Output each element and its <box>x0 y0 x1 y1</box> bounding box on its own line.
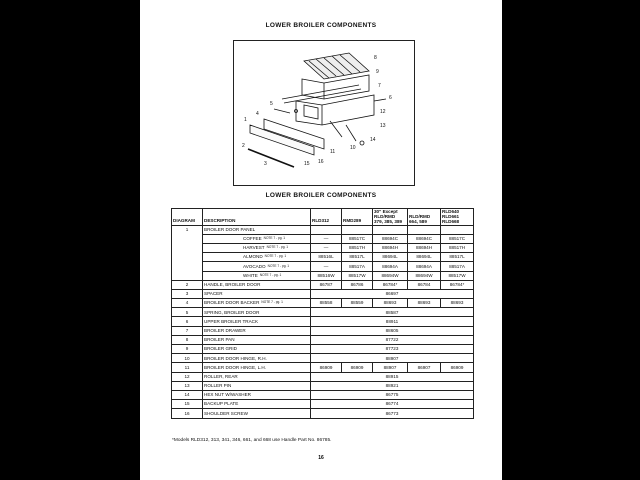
part-cell: 88517W <box>342 271 373 280</box>
diagram-number: 4 <box>172 299 203 308</box>
part-cell: 88517A <box>342 262 373 271</box>
table-row <box>172 381 474 390</box>
part-cell <box>441 225 474 234</box>
description-label: BROILER DOOR BACKER <box>204 300 260 306</box>
description-cell <box>203 234 311 243</box>
part-cell: 88694H <box>373 243 408 252</box>
svg-text:13: 13 <box>380 123 386 129</box>
svg-text:4: 4 <box>256 111 259 117</box>
part-cell: 86774 <box>311 400 474 409</box>
description-cell <box>203 308 311 317</box>
part-cell: 86907 <box>408 363 441 372</box>
diagram-number: 8 <box>172 335 203 344</box>
svg-text:6: 6 <box>389 95 392 101</box>
part-cell: 88921 <box>311 381 474 390</box>
diagram-number: 15 <box>172 400 203 409</box>
table-row <box>172 363 474 372</box>
table-row <box>172 326 474 335</box>
description-cell <box>203 271 311 280</box>
header-rldrmd-line2: 664, 589 <box>409 219 427 225</box>
header-last-line1: RLD640 <box>442 209 460 214</box>
table-row <box>172 262 474 271</box>
diagram-number: 12 <box>172 372 203 381</box>
note-ref: NOTE 7 - pg. 1 <box>261 300 283 305</box>
table-row <box>172 409 474 418</box>
parts-table <box>171 208 474 419</box>
part-cell: 86775 <box>311 390 474 399</box>
diagram-number: 3 <box>172 289 203 298</box>
svg-text:1: 1 <box>244 117 247 123</box>
description-cell <box>203 262 311 271</box>
part-cell: 86909 <box>342 363 373 372</box>
description-label: BROILER PAN <box>204 337 235 343</box>
description-cell <box>203 253 311 262</box>
description-cell <box>203 243 311 252</box>
part-cell: 88517H <box>342 243 373 252</box>
part-cell: 88517L <box>342 253 373 262</box>
part-cell: 88516W <box>311 271 342 280</box>
header-rldrmd-line1: RLD/RMD <box>409 214 431 220</box>
diagram-number: 16 <box>172 409 203 418</box>
header-rldrmd <box>408 209 441 226</box>
part-cell: 86786 <box>342 280 373 289</box>
color-label: AVOCADO <box>243 263 266 269</box>
part-cell: — <box>311 243 342 252</box>
part-cell: 88694A <box>373 262 408 271</box>
part-cell: 88517L <box>441 253 474 262</box>
table-title: LOWER BROILER COMPONENTS <box>265 192 377 199</box>
description-label: HANDLE, BROILER DOOR <box>204 282 261 288</box>
description-cell <box>203 409 311 418</box>
table-row <box>172 243 474 252</box>
exploded-diagram <box>233 40 415 186</box>
part-cell: 88907 <box>373 363 408 372</box>
part-cell: 88694C <box>408 234 441 243</box>
description-label: BROILER DOOR HINGE, L.H. <box>204 364 267 370</box>
table-row <box>172 372 474 381</box>
svg-text:8: 8 <box>374 55 377 61</box>
part-cell: 88517H <box>441 243 474 252</box>
table-row <box>172 234 474 243</box>
description-label: BROILER DRAWER <box>204 327 246 333</box>
description-label: BROILER GRID <box>204 346 237 352</box>
table-row <box>172 289 474 298</box>
table-row <box>172 225 474 234</box>
page-number: 16 <box>318 455 324 461</box>
header-last-line3: RLD668 <box>442 219 460 225</box>
description-cell <box>203 326 311 335</box>
description-label: UPPER BROILER TRACK <box>204 318 259 324</box>
description-cell <box>203 372 311 381</box>
description-label: BACKUP PLATE <box>204 401 239 407</box>
footnote: *Models RLD312, 313, 341, 346, 661, and 668 use Handle Part No. 86785. <box>172 438 332 443</box>
description-cell <box>203 363 311 372</box>
part-cell: 88517C <box>342 234 373 243</box>
part-cell: 88516L <box>311 253 342 262</box>
part-cell: 88694H <box>408 243 441 252</box>
description-cell <box>203 317 311 326</box>
part-cell: 88915 <box>311 372 474 381</box>
diagram-number: 14 <box>172 390 203 399</box>
part-cell: 86909 <box>311 363 342 372</box>
part-cell: 87723 <box>311 345 474 354</box>
description-label: SHOULDER SCREW <box>204 410 248 416</box>
description-label: SPACER <box>204 291 223 297</box>
part-cell: 88694W <box>408 271 441 280</box>
header-30-line1: 30" Except <box>374 209 398 214</box>
part-cell: 87722 <box>311 335 474 344</box>
description-cell <box>203 289 311 298</box>
header-30-except <box>373 209 408 226</box>
description-cell <box>203 280 311 289</box>
part-cell: 86784* <box>373 280 408 289</box>
svg-text:15: 15 <box>304 161 310 167</box>
broiler-exploded-view-drawing <box>234 41 414 185</box>
description-label: ROLLER PIN <box>204 383 232 389</box>
table-header-row <box>172 209 474 226</box>
diagram-number: 1 <box>172 225 203 280</box>
part-cell: 88907 <box>311 354 474 363</box>
header-diagram: DIAGRAM <box>172 209 203 226</box>
color-label: ALMOND <box>243 254 263 260</box>
description-cell <box>203 390 311 399</box>
part-cell: — <box>311 262 342 271</box>
part-cell: 88559 <box>342 299 373 308</box>
note-ref: NOTE 7 - pg. 1 <box>259 272 282 277</box>
part-cell: 86697 <box>311 289 474 298</box>
description-label: BROILER DOOR HINGE, R.H. <box>204 355 267 361</box>
part-cell: 88693 <box>373 299 408 308</box>
part-cell: 86784* <box>441 280 474 289</box>
table-row <box>172 345 474 354</box>
svg-text:7: 7 <box>378 83 381 89</box>
description-cell <box>203 400 311 409</box>
table-row <box>172 400 474 409</box>
header-30-line2: RLD/RMD <box>374 214 396 220</box>
manual-page <box>140 0 502 480</box>
header-30-line3: 379, 385, 389 <box>374 219 403 225</box>
svg-text:16: 16 <box>318 159 324 165</box>
diagram-number: 2 <box>172 280 203 289</box>
color-label: WHITE <box>243 272 258 278</box>
description-cell <box>203 299 311 308</box>
table-row <box>172 308 474 317</box>
header-rmd289: RMD289 <box>342 209 373 226</box>
part-cell: — <box>311 234 342 243</box>
svg-text:11: 11 <box>330 149 336 155</box>
svg-text:9: 9 <box>376 69 379 75</box>
table-row <box>172 354 474 363</box>
header-rld640 <box>441 209 474 226</box>
note-ref: NOTE 7 - pg. 1 <box>267 263 290 268</box>
description-label: ROLLER, REAR <box>204 373 238 379</box>
table-row <box>172 271 474 280</box>
header-last-line2: RLD661 <box>442 214 460 220</box>
part-cell: 88517W <box>441 271 474 280</box>
table-row <box>172 253 474 262</box>
part-cell: 88693 <box>408 299 441 308</box>
part-cell: 88605 <box>311 326 474 335</box>
description-cell: BROILER DOOR PANEL <box>203 225 311 234</box>
description-cell <box>203 381 311 390</box>
svg-text:12: 12 <box>380 109 386 115</box>
diagram-number: 9 <box>172 345 203 354</box>
description-cell <box>203 335 311 344</box>
svg-text:3: 3 <box>264 161 267 167</box>
table-row <box>172 299 474 308</box>
header-rld312: RLD312 <box>311 209 342 226</box>
part-cell: 88558 <box>311 299 342 308</box>
description-cell <box>203 354 311 363</box>
table-row <box>172 390 474 399</box>
table-row <box>172 335 474 344</box>
diagram-number: 11 <box>172 363 203 372</box>
part-cell <box>342 225 373 234</box>
color-label: HARVEST <box>243 245 265 251</box>
svg-text:2: 2 <box>242 143 245 149</box>
part-cell: 88693 <box>441 299 474 308</box>
note-ref: NOTE 7 - pg. 1 <box>264 254 287 259</box>
part-cell <box>373 225 408 234</box>
note-ref: NOTE 7 - pg. 1 <box>263 236 286 241</box>
part-cell: 88694C <box>373 234 408 243</box>
part-cell: 88587 <box>311 308 474 317</box>
diagram-number: 13 <box>172 381 203 390</box>
part-cell <box>311 225 342 234</box>
part-cell: 88694L <box>408 253 441 262</box>
color-label: COFFEE <box>243 236 262 242</box>
header-description: DESCRIPTION <box>203 209 311 226</box>
description-label: HEX NUT W/WASHER <box>204 392 251 398</box>
svg-text:10: 10 <box>350 145 356 151</box>
page-title: LOWER BROILER COMPONENTS <box>265 22 377 29</box>
description-cell <box>203 345 311 354</box>
table-row <box>172 280 474 289</box>
description-label: SPRING, BROILER DOOR <box>204 309 260 315</box>
part-cell: 88694A <box>408 262 441 271</box>
diagram-number: 6 <box>172 317 203 326</box>
part-cell <box>408 225 441 234</box>
part-cell: 88694W <box>373 271 408 280</box>
note-ref: NOTE 7 - pg. 1 <box>266 245 289 250</box>
part-cell: 86784 <box>408 280 441 289</box>
parts-table-body <box>172 225 474 418</box>
part-cell: 88517C <box>441 234 474 243</box>
svg-text:14: 14 <box>370 137 376 143</box>
table-row <box>172 317 474 326</box>
part-cell: 86909 <box>441 363 474 372</box>
part-cell: 88911 <box>311 317 474 326</box>
diagram-number: 10 <box>172 354 203 363</box>
part-cell: 88517A <box>441 262 474 271</box>
part-cell: 88694L <box>373 253 408 262</box>
part-cell: 86773 <box>311 409 474 418</box>
svg-text:5: 5 <box>270 101 273 107</box>
part-cell: 86787 <box>311 280 342 289</box>
diagram-number: 5 <box>172 308 203 317</box>
diagram-number: 7 <box>172 326 203 335</box>
